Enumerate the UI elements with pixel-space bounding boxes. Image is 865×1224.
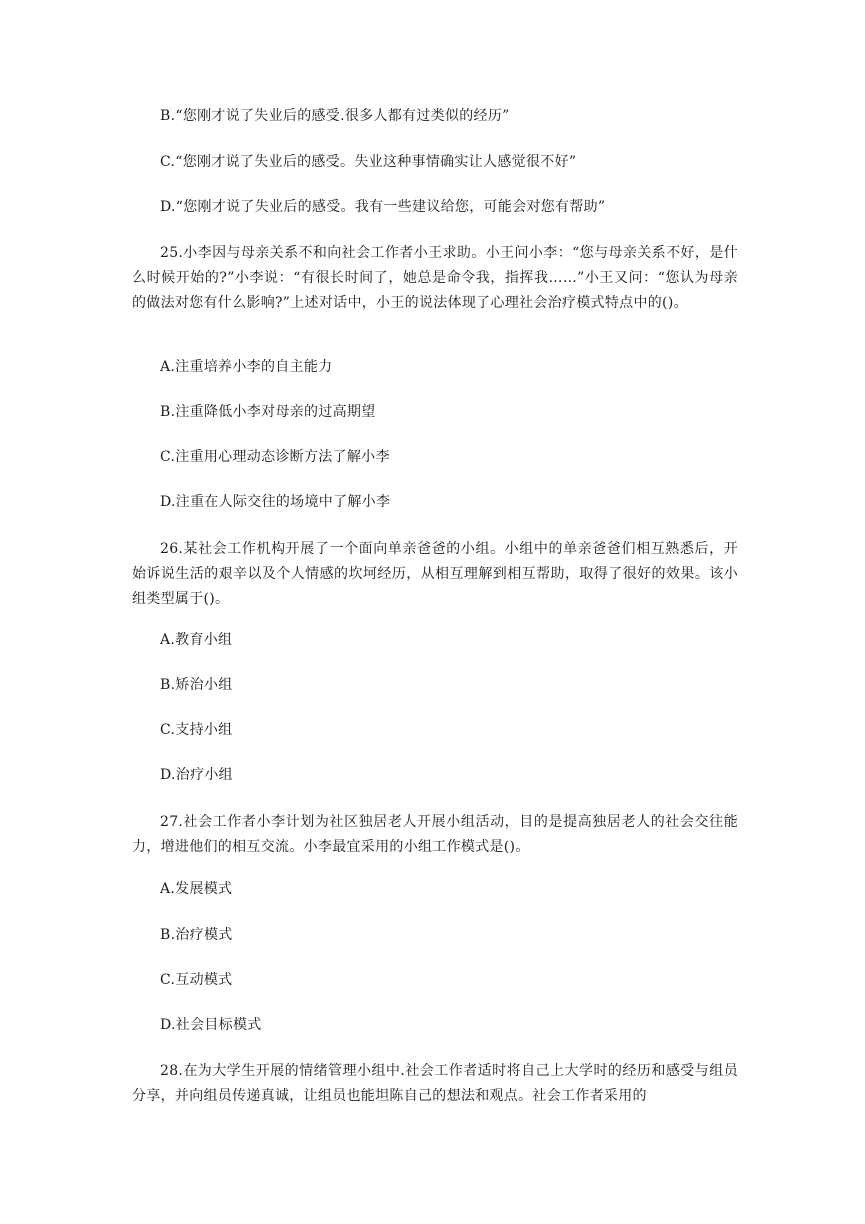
q26-option-b: B.矫治小组 xyxy=(160,677,233,693)
q27-option-b: B.治疗模式 xyxy=(160,927,233,943)
q26-stem-text: 26.某社会工作机构开展了一个面向单亲爸爸的小组。小组中的单亲爸爸们相互熟悉后，开始诉说生活的艰辛以及个人情感的坎坷经历，从相互理解到相互帮助，取得了很好的效果。该小组类型属于()。 xyxy=(132,541,738,607)
q27-stem-text: 27.社会工作者小李计划为社区独居老人开展小组活动，目的是提高独居老人的社会交往能力，增进他们的相互交流。小李最宜采用的小组工作模式是()。 xyxy=(132,814,738,855)
q28-stem xyxy=(132,1059,738,1109)
q27-option-a: A.发展模式 xyxy=(160,881,233,897)
q25-stem-text: 25.小李因与母亲关系不和向社会工作者小王求助。小王问小李：“您与母亲关系不好，是什么时候开始的?”小李说：“有很长时间了，她总是命令我，指挥我……”小王又问：“您认为母亲的做法对您有什么影响?”上述对话中，小王的说法体现了心理社会治疗模式特点中的()。 xyxy=(132,245,738,311)
q25-stem xyxy=(132,241,738,316)
q27-option-d: D.社会目标模式 xyxy=(160,1017,262,1033)
q26-option-a: A.教育小组 xyxy=(160,632,233,648)
q25-option-d: D.注重在人际交往的场境中了解小李 xyxy=(160,494,391,510)
q25-option-c: C.注重用心理动态诊断方法了解小李 xyxy=(160,449,390,465)
q24-option-d: D.“您刚才说了失业后的感受。我有一些建议给您，可能会对您有帮助” xyxy=(160,199,606,215)
q28-stem-text: 28.在为大学生开展的情绪管理小组中.社会工作者适时将自己上大学时的经历和感受与组员分享，并向组员传递真诚，让组员也能坦陈自己的想法和观点。社会工作者采用的 xyxy=(132,1063,738,1104)
q25-option-b: B.注重降低小李对母亲的过高期望 xyxy=(160,404,376,420)
q27-option-c: C.互动模式 xyxy=(160,972,233,988)
q27-stem xyxy=(132,810,738,860)
q24-option-c: C.“您刚才说了失业后的感受。失业这种事情确实让人感觉很不好” xyxy=(160,154,577,170)
q26-stem xyxy=(132,537,738,612)
q24-option-b: B.“您刚才说了失业后的感受.很多人都有过类似的经历” xyxy=(160,108,510,124)
q25-option-a: A.注重培养小李的自主能力 xyxy=(160,359,333,375)
q26-option-c: C.支持小组 xyxy=(160,722,233,738)
q26-option-d: D.治疗小组 xyxy=(160,767,233,783)
